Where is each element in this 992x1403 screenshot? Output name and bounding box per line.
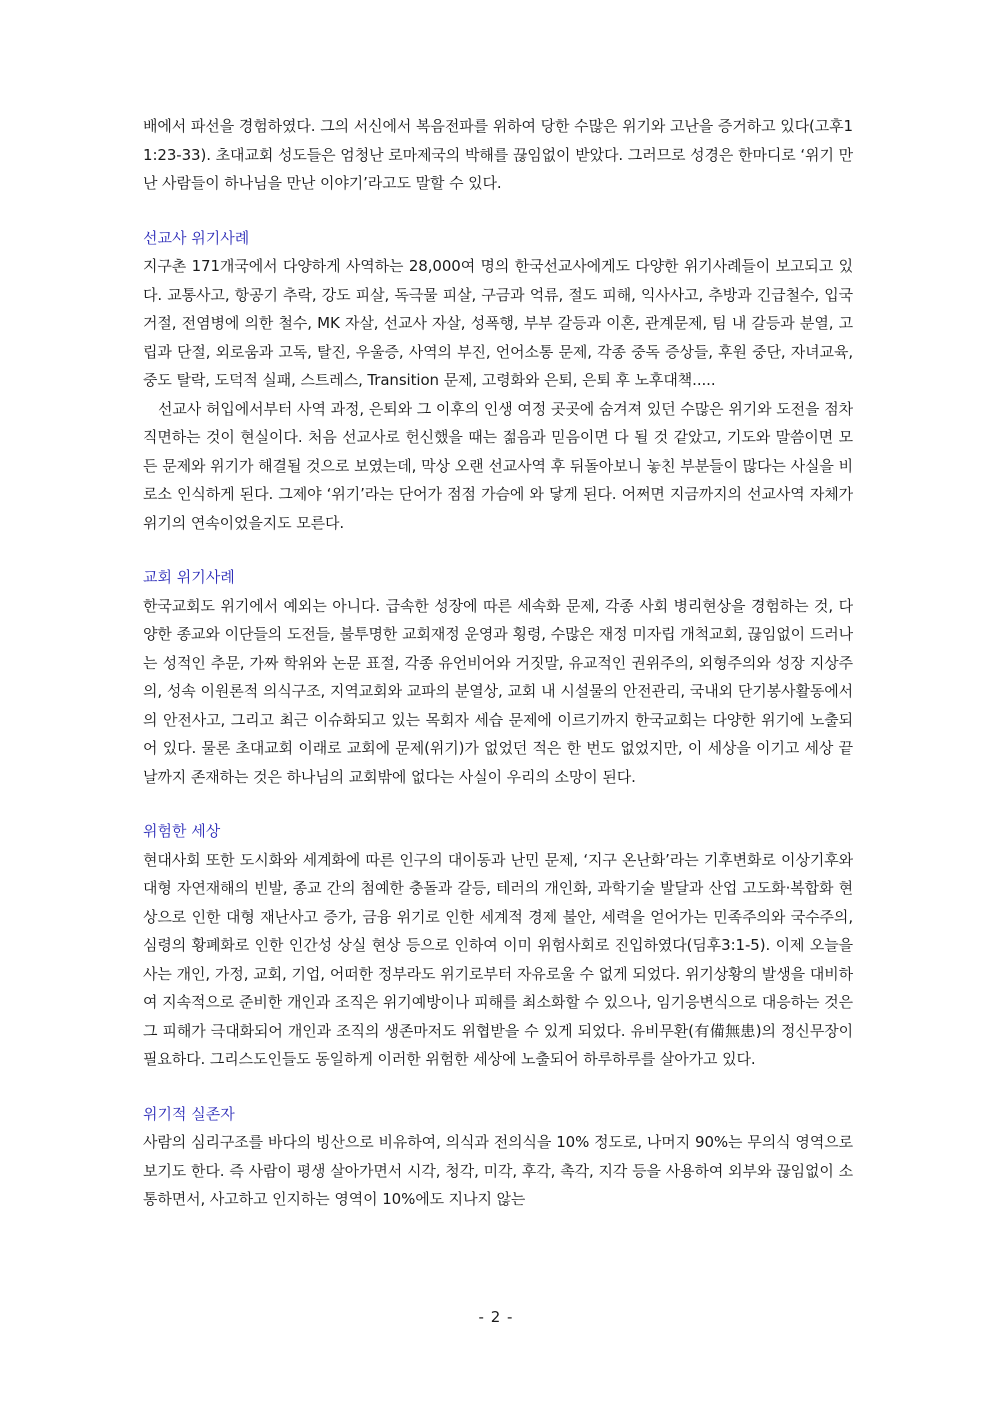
intro-paragraph: 배에서 파선을 경험하였다. 그의 서신에서 복음전파를 위하여 당한 수많은 위기와 고난을 증거하고 있다(고후11:23-33). 초대교회 성도들은 엄청난 로마제국의 박해를 끊임없이 받았다. 그러므로 성경은 한마디로 ‘위기 만난 사람들이 하나님을 만난 이야기’라고도 말할 수 있다. [143, 117, 853, 192]
section-heading: 교회 위기사례 [143, 568, 235, 586]
section-missionary-crisis [143, 224, 853, 538]
section-heading: 위기적 실존자 [143, 1104, 235, 1123]
section-heading: 선교사 위기사례 [143, 228, 250, 247]
body-paragraph: 지구촌 171개국에서 다양하게 사역하는 28,000여 명의 한국선교사에게도 다양한 위기사례들이 보고되고 있다. 교통사고, 항공기 추락, 강도 피살, 독극물 피살, 구금과 억류, 절도 피해, 익사사고, 추방과 긴급철수, 입국 거절, 전염병에 의한 철수, MK 자살, 선교사 자살, 성폭행, 부부 갈등과 이혼, 관계문제, 팀 내 갈등과 분열, 고립과 단절, 외로움과 고독, 탈진, 우울증, 사역의 부진, 언어소통 문제, 각종 중독 증상들, 후원 중단, 자녀교육, 중도 탈락, 도덕적 실패, 스트레스, Transition 문제, 고령화와 은퇴, 은퇴 후 노후대책..... [143, 257, 853, 389]
page-number: - 2 - [478, 1308, 514, 1326]
body-paragraph: 현대사회 또한 도시화와 세계화에 따른 인구의 대이동과 난민 문제, ‘지구 온난화’라는 기후변화로 이상기후와 대형 자연재해의 빈발, 종교 간의 첨예한 충돌과 갈등, 테러의 개인화, 과학기술 발달과 산업 고도화·복합화 현상으로 인한 대형 재난사고 증가, 금융 위기로 인한 세계적 경제 불안, 세력을 얻어가는 민족주의와 국수주의, 심령의 황폐화로 인한 인간성 상실 현상 등으로 인하여 이미 위험사회로 진입하였다(딤후3:1-5). 이제 오늘을 사는 개인, 가정, 교회, 기업, 어떠한 정부라도 위기로부터 자유로울 수 없게 되었다. 위기상황의 발생을 대비하여 지속적으로 준비한 개인과 조직은 위기예방이나 피해를 최소화할 수 있으나, 임기응변식으로 대응하는 것은 그 피해가 극대화되어 개인과 조직의 생존마저도 위협받을 수 있게 되었다. 유비무환(有備無患)의 정신무장이 필요하다. 그리스도인들도 동일하게 이러한 위험한 세상에 노출되어 하루하루를 살아가고 있다. [143, 850, 853, 1068]
document-body [143, 112, 853, 1214]
section-dangerous-world [143, 817, 853, 1074]
body-paragraph: 한국교회도 위기에서 예외는 아니다. 급속한 성장에 따른 세속화 문제, 각종 사회 병리현상을 경험하는 것, 다양한 종교와 이단들의 도전들, 불투명한 교회재정 운영과 횡령, 수많은 재정 미자립 개척교회, 끊임없이 드러나는 성적인 추문, 가짜 학위와 논문 표절, 각종 유언비어와 거짓말, 유교적인 권위주의, 외형주의와 성장 지상주의, 성속 이원론적 의식구조, 지역교회와 교파의 분열상, 교회 내 시설물의 안전관리, 국내외 단기봉사활동에서의 안전사고, 그리고 최근 이슈화되고 있는 목회자 세습 문제에 이르기까지 한국교회는 다양한 위기에 노출되어 있다. 물론 초대교회 이래로 교회에 문제(위기)가 없었던 적은 한 번도 없었지만, 이 세상을 이기고 세상 끝 날까지 존재하는 것은 하나님의 교회밖에 없다는 사실이 우리의 소망이 된다. [143, 596, 853, 786]
body-paragraph: 선교사 허입에서부터 사역 과정, 은퇴와 그 이후의 인생 여정 곳곳에 숨겨져 있던 수많은 위기와 도전을 점차 직면하는 것이 현실이다. 처음 선교사로 헌신했을 때는 젊음과 믿음이면 다 될 것 같았고, 기도와 말씀이면 모든 문제와 위기가 해결될 것으로 보였는데, 막상 오랜 선교사역 후 뒤돌아보니 놓친 부분들이 많다는 사실을 비로소 인식하게 된다. 그제야 ‘위기’라는 단어가 점점 가슴에 와 닿게 된다. 어쩌면 지금까지의 선교사역 자체가 위기의 연속이었을지도 모른다. [143, 399, 853, 532]
section-heading: 위험한 세상 [143, 822, 221, 840]
body-paragraph: 사람의 심리구조를 바다의 빙산으로 비유하여, 의식과 전의식을 10% 정도로, 나머지 90%는 무의식 영역으로 보기도 한다. 즉 사람이 평생 살아가면서 시각, 청각, 미각, 후각, 촉각, 지각 등을 사용하여 외부와 끊임없이 소통하면서, 사고하고 인지하는 영역이 10%에도 지나지 않는 [143, 1133, 853, 1208]
section-crisis-existence [143, 1100, 853, 1214]
section-church-crisis [143, 563, 853, 791]
